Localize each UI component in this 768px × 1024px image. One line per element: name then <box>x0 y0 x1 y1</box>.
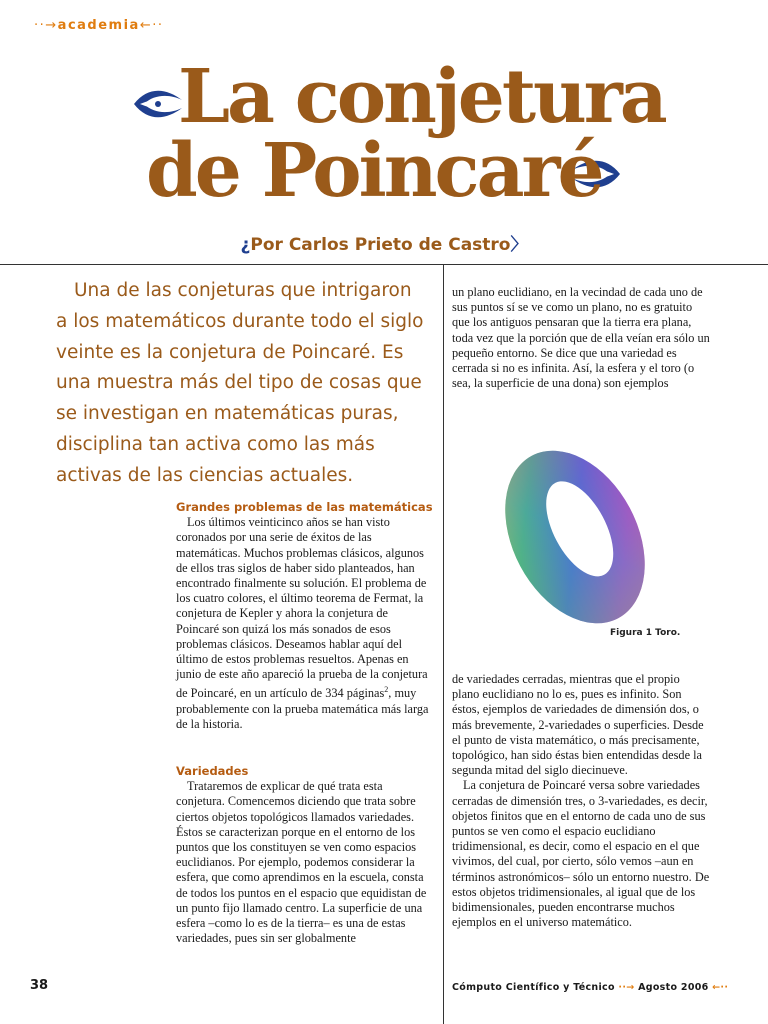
intro-paragraph <box>56 276 428 492</box>
body-text: , muy probablemente con la prueba matemática más larga de la historia. <box>176 686 429 731</box>
byline-bracket-right-icon: 〉 <box>510 235 528 255</box>
torus-figure <box>480 432 670 642</box>
body-paragraph: Trataremos de explicar de qué trata esta conjetura. Comencemos diciendo que trata sobre ciertos objetos topológicos llamados variedades. Éstos se caracterizan porque en el entorno de los puntos que los constituyen se ven como espacios euclidianos. Por ejemplo, podemos considerar la esfera, que como aprendimos en la escuela, consta de todos los puntos en el espacio que equidistan de un punto fijo llamado centro. La superficie de una esfera –como lo es de la tierra– es una de estas variedades, pues sin ser globalmente <box>176 779 427 946</box>
figure-caption: Figura 1 Toro. <box>610 628 681 638</box>
body-paragraph: de variedades cerradas, mientras que el propio plano euclidiano no lo es, pues es infinito. Son éstos, ejemplos de variedades de dimensión dos, o más brevemente, 2-variedades o superficies. Desde el punto de vista matemático, o más precisamente, topológico, han sido éstas bien entendidas desde la segunda mitad del siglo diecinueve. <box>452 672 704 778</box>
right-column-top <box>452 285 710 391</box>
page-number: 38 <box>30 978 49 993</box>
footer <box>452 982 728 993</box>
body-paragraph: La conjetura de Poincaré versa sobre variedades cerradas de dimensión tres, o 3-variedades, es decir, objetos finitos que en el entorno de cada uno de sus puntos se ven como el espacio euclidiano tridimensional, es decir, como el espacio en el que vivimos, del cual, por cierto, sólo vemos –aun en términos astronómicos– sólo un entorno nuestro. De estos objetos tridimensionales, al igual que de los bidimensionales, pueden encontrarse muchos ejemplos en el universo matemático. <box>452 778 710 930</box>
right-column-bottom <box>452 672 710 930</box>
byline-text: Por Carlos Prieto de Castro <box>250 235 511 255</box>
footnote-mark: 2 <box>384 685 389 695</box>
body-paragraph: un plano euclidiano, en la vecindad de cada uno de sus puntos sí se ve como un plano, no es gratuito que los antiguos pensaran que la tierra era plana, toda vez que la porción que de ella veían era sólo un pequeño entorno. Se dice que una variedad es cerrada si no es infinita. Así, la esfera y el toro (o sea, la superficie de una dona) son ejemplos <box>452 285 710 391</box>
body-paragraph <box>176 515 434 732</box>
section-heading-grandes-problemas: Grandes problemas de las matemáticas <box>176 500 433 514</box>
title-line-1: La conjetura <box>178 54 665 140</box>
body-text: Los últimos veinticinco años se han visto coronados por una serie de éxitos de las matemáticas. Muchos problemas clásicos, algunos de ellos tras siglos de haber sido planteados, han encontrado finalmente su solución. El problema de los cuatro colores, el último teorema de Fermat, la conjetura de Kepler y ahora la conjetura de Poincaré son quizá los más sonados de esos problemas clásicos. Deseamos hablar aquí del último de estos problemas resueltos. Apenas en junio de este año apareció la prueba de la conjetura de Poincaré, en un artículo de 334 páginas <box>176 515 428 701</box>
section-variedades <box>176 764 434 946</box>
footer-magazine: Cómputo Científico y Técnico <box>452 982 615 993</box>
dotted-arrow-right-icon: ··→ <box>34 18 58 33</box>
dotted-arrow-left-icon: ←·· <box>712 982 729 993</box>
byline <box>0 230 768 255</box>
header-divider <box>0 264 768 265</box>
dotted-arrow-right-icon: ··→ <box>618 982 635 993</box>
section-grandes-problemas <box>176 500 434 732</box>
intro-text: Una de las conjeturas que intrigaron a los matemáticos durante todo el siglo veinte es la conjetura de Poincaré. Es una muestra más del tipo de cosas que se investigan en matemáticas puras, disciplina tan activa como las más activas de las ciencias actuales. <box>56 280 424 486</box>
section-label: academia <box>57 18 140 33</box>
byline-bracket-left-icon: ¿ <box>240 235 251 255</box>
column-divider <box>443 264 444 1024</box>
dotted-arrow-left-icon: ←·· <box>139 18 164 33</box>
section-heading-variedades: Variedades <box>176 764 249 778</box>
title-line-2: de Poincaré <box>146 128 602 214</box>
section-tag <box>34 18 164 33</box>
footer-date: Agosto 2006 <box>638 982 709 993</box>
